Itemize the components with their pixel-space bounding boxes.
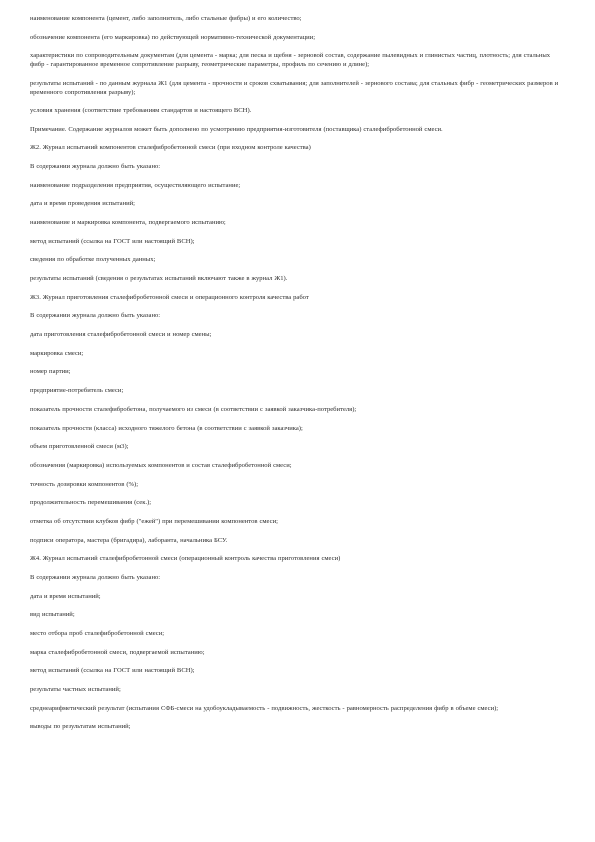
- paragraph-journal-intro: В содержании журнала должно быть указано:: [30, 162, 161, 170]
- list-item: результаты частных испытаний;: [30, 686, 121, 694]
- list-item: отметка об отсутствии клубков фибр ("ежей") при перемешивании компонентов смеси;: [30, 517, 278, 525]
- paragraph-component-designation: обозначение компонента (его маркировка) по действующей нормативно-технической документации;: [30, 33, 316, 41]
- list-item: метод испытаний (ссылка на ГОСТ или настоящий ВСН);: [30, 237, 195, 245]
- list-item: дата приготовления сталефибробетонной смеси и номер смены;: [30, 331, 212, 339]
- paragraph-test-results: результаты испытаний - по данным журнала Ж1 (для цемента - прочности и сроков схватывания; для заполнителей - зернового состава; для стальных фибр - геометрических размеров и временного сопротивления разрыву);: [30, 79, 559, 96]
- list-item: наименование подразделения предприятия, осуществляющего испытание;: [30, 181, 241, 189]
- list-item: дата и время проведения испытаний;: [30, 200, 135, 208]
- list-item: объем приготовленной смеси (м3);: [30, 443, 129, 451]
- list-item: марка сталефибробетонной смеси, подвергаемой испытанию;: [30, 648, 205, 656]
- list-item: точность дозировки компонентов (%);: [30, 480, 139, 488]
- paragraph-storage-conditions: условия хранения (соответствие требованиям стандартов и настоящего ВСН).: [30, 107, 252, 115]
- heading-journal-zh2: Ж2. Журнал испытаний компонентов сталефибробетонной смеси (при входном контроле качества): [30, 144, 311, 152]
- paragraph-journal-intro: В содержании журнала должно быть указано:: [30, 574, 161, 582]
- list-item: обозначения (маркировка) используемых компонентов и состав сталефибробетонной смеси;: [30, 461, 292, 469]
- list-item: результаты испытаний (сведения о результатах испытаний включают также в журнал Ж1).: [30, 275, 288, 283]
- paragraph-journal-intro: В содержании журнала должно быть указано:: [30, 312, 161, 320]
- list-item: продолжительность перемешивания (сек.);: [30, 499, 152, 507]
- list-item: дата и время испытаний;: [30, 592, 101, 600]
- document-page: [30, 14, 565, 741]
- list-item: номер партии;: [30, 368, 71, 376]
- list-item: метод испытаний (ссылка на ГОСТ или настоящий ВСН);: [30, 667, 195, 675]
- list-item: предприятие-потребитель смеси;: [30, 387, 124, 395]
- list-item: выводы по результатам испытаний;: [30, 723, 131, 731]
- heading-journal-zh4: Ж4. Журнал испытаний сталефибробетонной смеси (операционный контроль качества приготовления смеси): [30, 555, 341, 563]
- list-item: вид испытаний;: [30, 611, 75, 619]
- list-item: среднеарифметический результат (испытания СФБ-смеси на удобоукладываемость - подвижность, жесткость - равномерность распределения фибр в объеме смеси);: [30, 704, 499, 712]
- list-item: сведения по обработке полученных данных;: [30, 256, 156, 264]
- list-item: наименование и маркировка компонента, подвергаемого испытанию;: [30, 218, 226, 226]
- list-item: показатель прочности сталефибробетона, получаемого из смеси (в соответствии с заявкой заказчика-потребителя);: [30, 405, 357, 413]
- heading-journal-zh3: Ж3. Журнал приготовления сталефибробетонной смеси и операционного контроля качества работ: [30, 293, 309, 301]
- paragraph-characteristics: характеристики по сопроводительным документам (для цемента - марка; для песка и щебня - зерновой состав, содержание пылевидных и глинистых частиц, плотность; для стальных фибр - гарантированное временное сопротивление разрыву, геометрические параметры, профиль по сечению и длине);: [30, 52, 551, 69]
- list-item: место отбора проб сталефибробетонной смеси;: [30, 630, 165, 638]
- list-item: подписи оператора, мастера (бригадира), лаборанта, начальника БСУ.: [30, 536, 228, 544]
- paragraph-component-name: наименование компонента (цемент, либо заполнитель, либо стальные фибры) и его количество;: [30, 15, 302, 22]
- list-item: показатель прочности (класса) исходного тяжелого бетона (в соответствии с заявкой заказчика);: [30, 424, 303, 432]
- paragraph-note: Примечание. Содержание журналов может быть дополнено по усмотрению предприятия-изготовителя (поставщика) сталефибробетонной смеси.: [30, 125, 443, 133]
- list-item: маркировка смеси;: [30, 349, 84, 357]
